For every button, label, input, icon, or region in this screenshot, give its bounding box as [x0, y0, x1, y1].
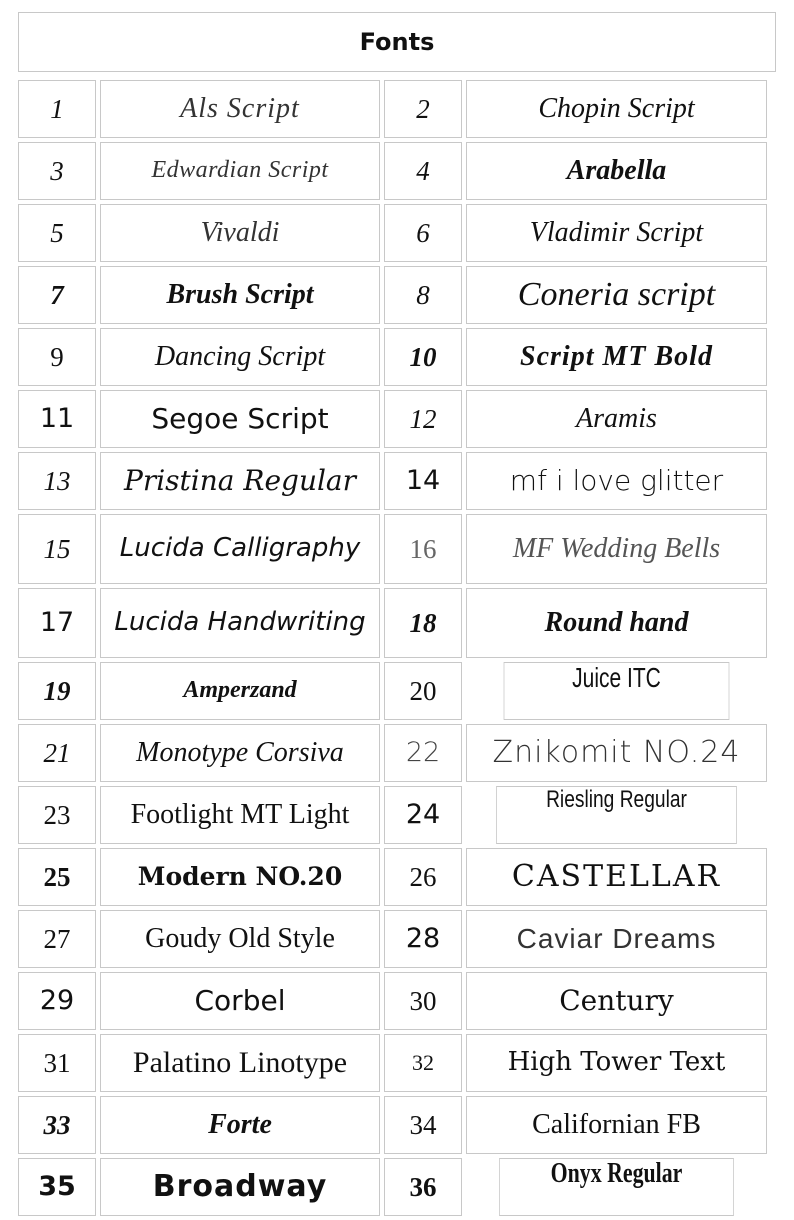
font-name: Lucida Handwriting: [100, 588, 380, 658]
font-number: 13: [18, 452, 96, 510]
font-number: 27: [18, 910, 96, 968]
font-number: 4: [384, 142, 462, 200]
font-number: 29: [18, 972, 96, 1030]
font-name: Aramis: [466, 390, 767, 448]
font-number: 35: [18, 1158, 96, 1216]
font-name: Znikomit NO.24: [466, 724, 767, 782]
font-name: Amperzand: [100, 662, 380, 720]
font-number: 26: [384, 848, 462, 906]
font-name: Script MT Bold: [466, 328, 767, 386]
table-row: [18, 786, 767, 844]
table-row: [18, 204, 767, 262]
font-name: Onyx Regular: [499, 1158, 734, 1216]
font-name: Arabella: [466, 142, 767, 200]
font-number: 23: [18, 786, 96, 844]
font-name: Lucida Calligraphy: [100, 514, 380, 584]
font-name: MF Wedding Bells: [466, 514, 767, 584]
page-title: Fonts: [18, 12, 776, 72]
font-number: 18: [384, 588, 462, 658]
font-number: 10: [384, 328, 462, 386]
table-row: [18, 588, 767, 658]
font-number: 21: [18, 724, 96, 782]
font-number: 36: [384, 1158, 462, 1216]
font-name: Vivaldi: [100, 204, 380, 262]
font-number: 15: [18, 514, 96, 584]
table-row: [18, 390, 767, 448]
table-row: [18, 514, 767, 584]
font-number: 30: [384, 972, 462, 1030]
font-name: Juice ITC: [504, 662, 730, 720]
font-number: 7: [18, 266, 96, 324]
font-table: [14, 76, 771, 1220]
font-name: CASTELLAR: [466, 848, 767, 906]
table-row: [18, 1096, 767, 1154]
font-number: 3: [18, 142, 96, 200]
font-number: 33: [18, 1096, 96, 1154]
table-row: [18, 662, 767, 720]
font-name: Californian FB: [466, 1096, 767, 1154]
font-number: 22: [384, 724, 462, 782]
table-row: [18, 452, 767, 510]
font-name: Broadway: [100, 1158, 380, 1216]
font-number: 5: [18, 204, 96, 262]
font-number: 14: [384, 452, 462, 510]
table-row: [18, 266, 767, 324]
font-number: 32: [384, 1034, 462, 1092]
font-name: Dancing Script: [100, 328, 380, 386]
font-name: Chopin Script: [466, 80, 767, 138]
font-number: 2: [384, 80, 462, 138]
font-name: Coneria script: [466, 266, 767, 324]
font-number: 16: [384, 514, 462, 584]
font-number: 12: [384, 390, 462, 448]
font-number: 8: [384, 266, 462, 324]
font-name: mf i love glitter: [466, 452, 767, 510]
font-number: 28: [384, 910, 462, 968]
table-row: [18, 848, 767, 906]
font-name: Modern NO.20: [100, 848, 380, 906]
font-name: Edwardian Script: [100, 142, 380, 200]
font-name: Als Script: [100, 80, 380, 138]
table-row: [18, 1158, 767, 1216]
font-name: Pristina Regular: [100, 452, 380, 510]
font-name: Segoe Script: [100, 390, 380, 448]
font-number: 11: [18, 390, 96, 448]
font-number: 17: [18, 588, 96, 658]
font-number: 6: [384, 204, 462, 262]
font-name: Monotype Corsiva: [100, 724, 380, 782]
font-name: Palatino Linotype: [100, 1034, 380, 1092]
font-number: 24: [384, 786, 462, 844]
font-number: 9: [18, 328, 96, 386]
table-row: [18, 142, 767, 200]
font-name: Vladimir Script: [466, 204, 767, 262]
table-row: [18, 910, 767, 968]
table-row: [18, 1034, 767, 1092]
font-number: 19: [18, 662, 96, 720]
font-number: 20: [384, 662, 462, 720]
font-number: 31: [18, 1034, 96, 1092]
font-name: Forte: [100, 1096, 380, 1154]
font-name: Footlight MT Light: [100, 786, 380, 844]
table-row: [18, 80, 767, 138]
font-name: Round hand: [466, 588, 767, 658]
font-name: Brush Script: [100, 266, 380, 324]
font-name: Goudy Old Style: [100, 910, 380, 968]
font-name: Century: [466, 972, 767, 1030]
font-number: 34: [384, 1096, 462, 1154]
table-row: [18, 724, 767, 782]
font-name: Corbel: [100, 972, 380, 1030]
font-chart: [18, 12, 776, 1220]
table-row: [18, 328, 767, 386]
font-number: 25: [18, 848, 96, 906]
font-number: 1: [18, 80, 96, 138]
font-name: Caviar Dreams: [466, 910, 767, 968]
font-name: High Tower Text: [466, 1034, 767, 1092]
table-row: [18, 972, 767, 1030]
font-name: Riesling Regular: [496, 786, 737, 844]
